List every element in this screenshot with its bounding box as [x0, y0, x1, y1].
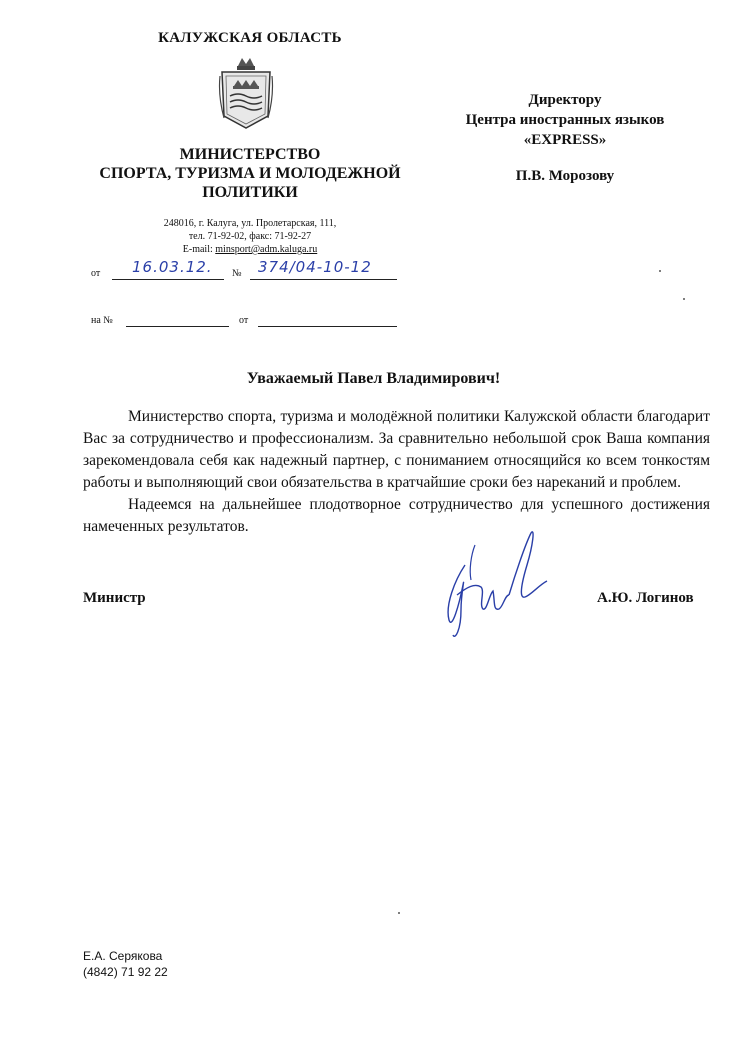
recipient-name: П.В. Морозову [515, 168, 615, 184]
ministry-line-3: ПОЛИТИКИ [202, 184, 298, 201]
ministry-address: 248016, г. Калуга, ул. Пролетарская, 111, [163, 218, 337, 229]
coat-of-arms-icon [218, 56, 274, 130]
number-label: № [232, 268, 242, 279]
letter-greeting: Уважаемый Павел Владимирович! [246, 370, 501, 387]
in-reply-label: на № [91, 315, 113, 326]
ministry-phones: тел. 71-92-02, факс: 71-92-27 [188, 231, 312, 242]
ministry-email-line [130, 243, 370, 256]
region-title: КАЛУЖСКАЯ ОБЛАСТЬ [158, 30, 342, 46]
letter-paragraph-1: Министерство спорта, туризма и молодёжной политики Калужской области благодарит Вас за сотрудничество и профессионализм. За сравнительно небольшой срок Ваша компания зарекомендовала себя как надежный партнер, с пониманием относящийся ко всем тонкостям работы и выполняющий свои обязательства в кратчайшие сроки без нареканий и проблем. [83, 408, 710, 491]
number-value: 374/04-10-12 [258, 258, 372, 276]
in-reply-date-label: от [239, 315, 249, 326]
ministry-address-block [130, 217, 370, 256]
scan-speck [683, 298, 685, 300]
recipient-block [445, 90, 685, 186]
recipient-line-3: «EXPRESS» [523, 132, 607, 148]
recipient-line-2: Центра иностранных языков [465, 112, 665, 128]
signatory-name: А.Ю. Логинов [597, 590, 694, 606]
ministry-line-1: МИНИСТЕРСТВО [179, 146, 321, 163]
number-underline [250, 279, 397, 280]
email-link[interactable]: minsport@adm.kaluga.ru [215, 244, 318, 255]
executor-phone: (4842) 71 92 22 [83, 965, 168, 979]
executor-block [83, 948, 168, 980]
recipient-line-1: Директору [528, 92, 602, 108]
signatory-title: Министр [83, 590, 146, 606]
handwritten-signature [435, 525, 555, 645]
date-value: 16.03.12. [132, 258, 213, 276]
in-reply-underline [126, 326, 229, 327]
in-reply-date-underline [258, 326, 397, 327]
date-underline [112, 279, 224, 280]
letter-body [83, 406, 710, 538]
letter-paragraph-2: Надеемся на дальнейшее плодотворное сотрудничество для успешного достижения намеченных результатов. [83, 496, 710, 535]
ministry-line-2: СПОРТА, ТУРИЗМА И МОЛОДЕЖНОЙ [99, 165, 401, 182]
executor-name: Е.А. Серякова [83, 949, 163, 963]
scan-speck [659, 270, 661, 272]
ministry-name [80, 145, 420, 202]
email-label: E-mail: [182, 244, 213, 255]
scan-speck [398, 912, 400, 914]
date-label: от [91, 268, 101, 279]
